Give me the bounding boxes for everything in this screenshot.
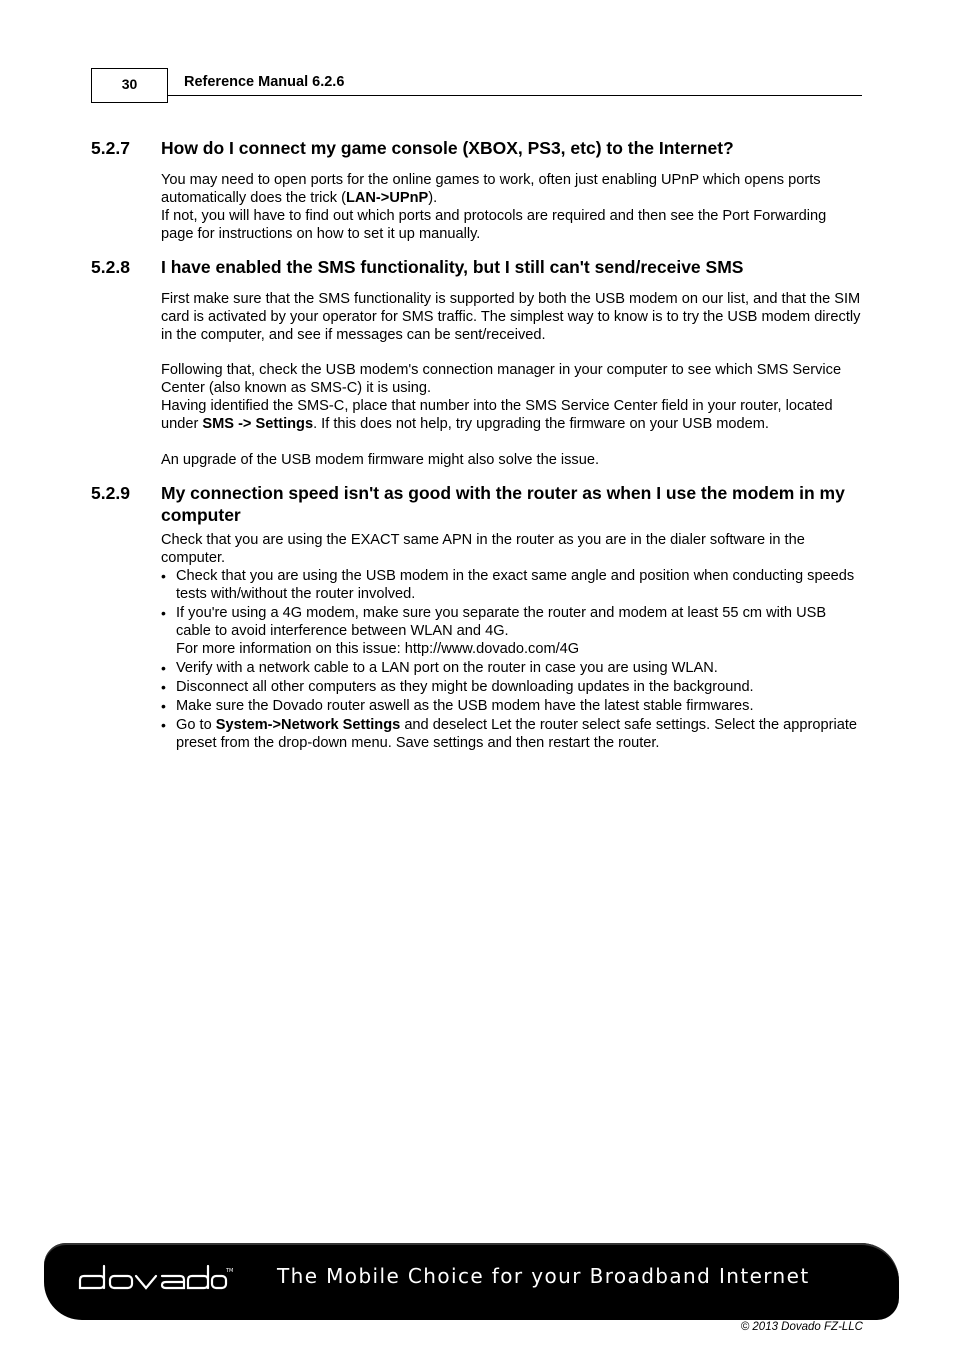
header-rule <box>168 95 862 96</box>
paragraph: Having identified the SMS-C, place that number into the SMS Service Center field in your router, located under SMS -> Settings. If this does not help, try upgrading the firmware on your USB modem. <box>161 398 833 432</box>
footer-tagline: The Mobile Choice for your Broadband Internet <box>277 1264 810 1288</box>
document-title: Reference Manual 6.2.6 <box>184 74 345 90</box>
list-item: • Go to System->Network Settings and deselect Let the router select safe settings. Select the appropriate preset from the drop-down menu. Save settings and then restart the router. <box>161 717 858 751</box>
paragraph: You may need to open ports for the online games to work, often just enabling UPnP which opens ports automatically does the trick (LAN->UPnP). <box>161 172 821 206</box>
bullet-icon: • <box>161 605 166 621</box>
list-item: • Check that you are using the USB modem in the exact same angle and position when conducting speeds tests with/without the router involved. <box>161 568 855 602</box>
bullet-icon: • <box>161 568 166 584</box>
bullet-list <box>161 567 861 753</box>
link-text: For more information on this issue: http://www.dovado.com/4G <box>176 641 580 657</box>
section-title: How do I connect my game console (XBOX, PS3, etc) to the Internet? <box>161 138 734 158</box>
page-number: 30 <box>91 68 168 103</box>
list-item: • Make sure the Dovado router aswell as the USB modem have the latest stable firmwares. <box>161 698 754 714</box>
bullet-icon: • <box>161 717 166 733</box>
section-title: I have enabled the SMS functionality, but I still can't send/receive SMS <box>161 257 744 277</box>
copyright: © 2013 Dovado FZ-LLC <box>740 1321 863 1333</box>
list-item: • Verify with a network cable to a LAN port on the router in case you are using WLAN. <box>161 660 718 676</box>
paragraph: Check that you are using the EXACT same APN in the router as you are in the dialer software in the computer. <box>161 532 805 566</box>
bullet-icon: • <box>161 679 166 695</box>
dovado-logo-icon <box>78 1258 234 1298</box>
section-title: My connection speed isn't as good with the router as when I use the modem in my computer <box>161 483 845 525</box>
paragraph: Following that, check the USB modem's connection manager in your computer to see which SMS Service Center (also known as SMS-C) it is using. <box>161 362 842 396</box>
section-number: 5.2.9 <box>91 483 130 503</box>
section-number: 5.2.7 <box>91 138 130 158</box>
paragraph: If not, you will have to find out which ports and protocols are required and then see the Port Forwarding page for instructions on how to set it up manually. <box>161 208 827 242</box>
section-number: 5.2.8 <box>91 257 130 277</box>
bullet-icon: • <box>161 698 166 714</box>
paragraph: First make sure that the SMS functionality is supported by both the USB modem on our list, and that the SIM card is activated by your operator for SMS traffic. The simplest way to know is to try the USB modem directly in the computer, and see if messages can be sent/received. <box>161 291 861 343</box>
bullet-icon: • <box>161 660 166 676</box>
svg-text:TM: TM <box>226 1268 234 1274</box>
list-item: • If you're using a 4G modem, make sure you separate the router and modem at least 55 cm with USB cable to avoid interference between WLAN and 4G. For more information on this issue: http://www.dovado.com/4G <box>161 605 827 657</box>
paragraph: An upgrade of the USB modem firmware might also solve the issue. <box>161 452 600 468</box>
list-item: • Disconnect all other computers as they might be downloading updates in the background. <box>161 679 754 695</box>
